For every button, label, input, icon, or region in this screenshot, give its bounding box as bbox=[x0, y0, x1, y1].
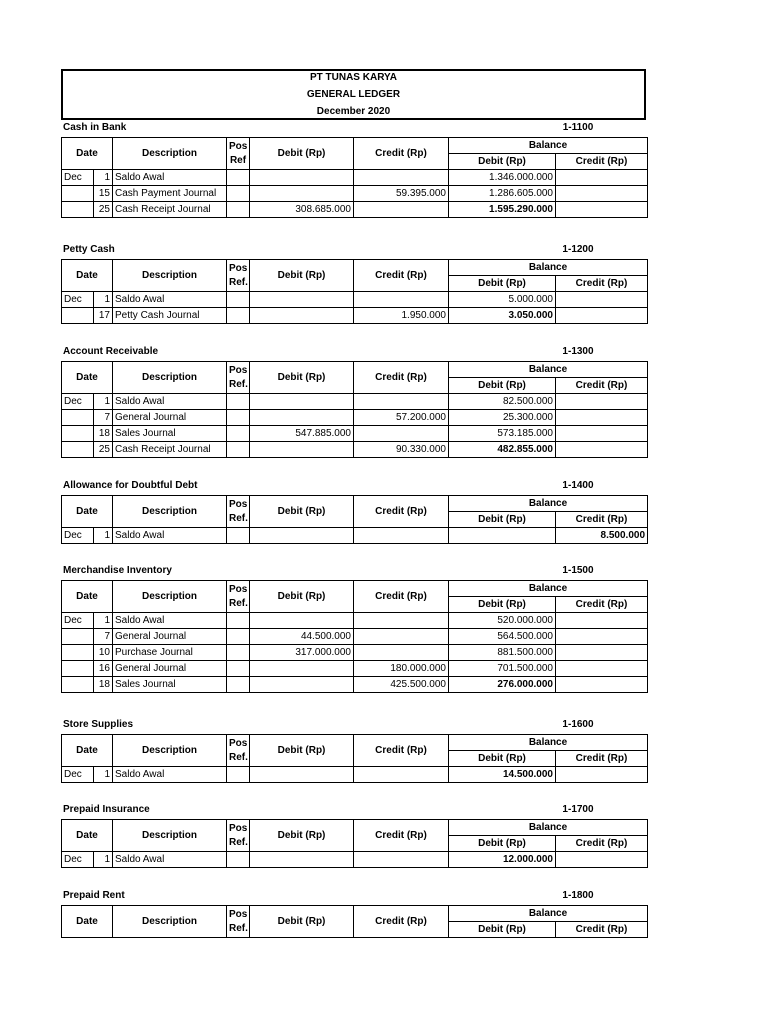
entry-month: Dec bbox=[62, 613, 94, 629]
balance-debit-header: Debit (Rp) bbox=[449, 922, 556, 938]
balance-credit bbox=[556, 442, 648, 458]
entry-day: 7 bbox=[94, 410, 113, 426]
balance-debit: 25.300.000 bbox=[449, 410, 556, 426]
entry-month: Dec bbox=[62, 528, 94, 544]
entry-day: 1 bbox=[94, 852, 113, 868]
entry-description: Saldo Awal bbox=[113, 170, 227, 186]
description-header: Description bbox=[113, 138, 227, 170]
ledger-table bbox=[61, 259, 648, 324]
pos-ref-line2: Ref. bbox=[229, 597, 248, 609]
entry-pos-ref bbox=[227, 308, 250, 324]
entry-credit bbox=[354, 613, 449, 629]
balance-credit bbox=[556, 292, 648, 308]
account-name: Store Supplies bbox=[63, 719, 134, 730]
entry-credit bbox=[354, 852, 449, 868]
pos-ref-line2: Ref. bbox=[229, 276, 248, 288]
entry-pos-ref bbox=[227, 677, 250, 693]
entry-description: Saldo Awal bbox=[113, 852, 227, 868]
entry-description: Cash Receipt Journal bbox=[113, 442, 227, 458]
entry-debit bbox=[250, 613, 354, 629]
date-header: Date bbox=[62, 906, 113, 938]
balance-credit-header: Credit (Rp) bbox=[556, 154, 648, 170]
ledger-row bbox=[62, 410, 648, 426]
account-name: Merchandise Inventory bbox=[63, 565, 172, 576]
ledger-row bbox=[62, 308, 648, 324]
credit-header: Credit (Rp) bbox=[354, 581, 449, 613]
balance-credit bbox=[556, 629, 648, 645]
debit-header: Debit (Rp) bbox=[250, 906, 354, 938]
description-header: Description bbox=[113, 496, 227, 528]
debit-header: Debit (Rp) bbox=[250, 496, 354, 528]
entry-description: Saldo Awal bbox=[113, 528, 227, 544]
entry-credit bbox=[354, 528, 449, 544]
balance-credit bbox=[556, 202, 648, 218]
pos-ref-line2: Ref. bbox=[229, 512, 248, 524]
balance-debit-header: Debit (Rp) bbox=[449, 154, 556, 170]
ledger-row bbox=[62, 426, 648, 442]
balance-credit-header: Credit (Rp) bbox=[556, 512, 648, 528]
header-row bbox=[62, 496, 648, 512]
entry-month: Dec bbox=[62, 292, 94, 308]
entry-credit bbox=[354, 629, 449, 645]
balance-debit: 1.595.290.000 bbox=[449, 202, 556, 218]
entry-day: 18 bbox=[94, 426, 113, 442]
entry-month bbox=[62, 410, 94, 426]
balance-credit bbox=[556, 645, 648, 661]
balance-debit: 3.050.000 bbox=[449, 308, 556, 324]
account-name: Petty Cash bbox=[63, 244, 115, 255]
balance-debit-header: Debit (Rp) bbox=[449, 836, 556, 852]
entry-description: Cash Payment Journal bbox=[113, 186, 227, 202]
balance-header: Balance bbox=[449, 581, 648, 597]
entry-debit: 547.885.000 bbox=[250, 426, 354, 442]
pos-ref-header bbox=[227, 496, 250, 528]
account-name: Prepaid Rent bbox=[63, 890, 125, 901]
description-header: Description bbox=[113, 820, 227, 852]
entry-pos-ref bbox=[227, 426, 250, 442]
entry-day: 7 bbox=[94, 629, 113, 645]
balance-credit bbox=[556, 613, 648, 629]
entry-credit: 59.395.000 bbox=[354, 186, 449, 202]
pos-ref-line2: Ref. bbox=[229, 378, 248, 390]
ledger-table bbox=[61, 361, 648, 458]
entry-credit: 90.330.000 bbox=[354, 442, 449, 458]
entry-credit: 180.000.000 bbox=[354, 661, 449, 677]
entry-credit bbox=[354, 426, 449, 442]
ledger-table bbox=[61, 819, 648, 868]
balance-header: Balance bbox=[449, 496, 648, 512]
date-header: Date bbox=[62, 362, 113, 394]
entry-description: Sales Journal bbox=[113, 677, 227, 693]
entry-description: Saldo Awal bbox=[113, 394, 227, 410]
description-header: Description bbox=[113, 581, 227, 613]
credit-header: Credit (Rp) bbox=[354, 260, 449, 292]
entry-credit bbox=[354, 292, 449, 308]
balance-header: Balance bbox=[449, 906, 648, 922]
balance-credit bbox=[556, 661, 648, 677]
entry-day: 1 bbox=[94, 292, 113, 308]
entry-credit: 1.950.000 bbox=[354, 308, 449, 324]
balance-credit-header: Credit (Rp) bbox=[556, 378, 648, 394]
header-row bbox=[62, 906, 648, 922]
debit-header: Debit (Rp) bbox=[250, 260, 354, 292]
balance-debit-header: Debit (Rp) bbox=[449, 276, 556, 292]
entry-debit: 44.500.000 bbox=[250, 629, 354, 645]
ledger-row bbox=[62, 677, 648, 693]
pos-ref-line1: Pos bbox=[229, 737, 248, 749]
description-header: Description bbox=[113, 362, 227, 394]
entry-month bbox=[62, 186, 94, 202]
company-name: PT TUNAS KARYA bbox=[309, 72, 398, 83]
credit-header: Credit (Rp) bbox=[354, 138, 449, 170]
ledger-table bbox=[61, 905, 648, 938]
pos-ref-header bbox=[227, 260, 250, 292]
debit-header: Debit (Rp) bbox=[250, 820, 354, 852]
debit-header: Debit (Rp) bbox=[250, 362, 354, 394]
pos-ref-line2: Ref. bbox=[229, 836, 248, 848]
balance-debit: 881.500.000 bbox=[449, 645, 556, 661]
pos-ref-line1: Pos bbox=[229, 498, 248, 510]
balance-debit: 1.286.605.000 bbox=[449, 186, 556, 202]
account-number: 1-1300 bbox=[562, 346, 594, 357]
credit-header: Credit (Rp) bbox=[354, 496, 449, 528]
pos-ref-header bbox=[227, 906, 250, 938]
ledger-table bbox=[61, 495, 648, 544]
entry-debit bbox=[250, 394, 354, 410]
entry-description: Saldo Awal bbox=[113, 292, 227, 308]
entry-day: 1 bbox=[94, 170, 113, 186]
credit-header: Credit (Rp) bbox=[354, 735, 449, 767]
pos-ref-header bbox=[227, 581, 250, 613]
entry-day: 1 bbox=[94, 767, 113, 783]
entry-pos-ref bbox=[227, 292, 250, 308]
account-number: 1-1500 bbox=[562, 565, 594, 576]
entry-day: 25 bbox=[94, 442, 113, 458]
account-number: 1-1100 bbox=[562, 122, 594, 133]
description-header: Description bbox=[113, 260, 227, 292]
entry-month bbox=[62, 426, 94, 442]
entry-credit bbox=[354, 170, 449, 186]
account-number: 1-1700 bbox=[562, 804, 594, 815]
pos-ref-line1: Pos bbox=[229, 364, 248, 376]
balance-debit: 5.000.000 bbox=[449, 292, 556, 308]
balance-credit bbox=[556, 426, 648, 442]
balance-header: Balance bbox=[449, 735, 648, 751]
report-title: GENERAL LEDGER bbox=[306, 89, 401, 100]
entry-description: Saldo Awal bbox=[113, 767, 227, 783]
balance-header: Balance bbox=[449, 820, 648, 836]
entry-month: Dec bbox=[62, 170, 94, 186]
pos-ref-line1: Pos bbox=[229, 140, 248, 152]
pos-ref-line1: Pos bbox=[229, 583, 248, 595]
entry-day: 1 bbox=[94, 394, 113, 410]
ledger-row bbox=[62, 170, 648, 186]
entry-day: 1 bbox=[94, 528, 113, 544]
balance-debit: 12.000.000 bbox=[449, 852, 556, 868]
balance-debit: 1.346.000.000 bbox=[449, 170, 556, 186]
balance-credit bbox=[556, 677, 648, 693]
ledger-row bbox=[62, 645, 648, 661]
entry-day: 18 bbox=[94, 677, 113, 693]
entry-debit bbox=[250, 308, 354, 324]
date-header: Date bbox=[62, 138, 113, 170]
balance-credit bbox=[556, 767, 648, 783]
entry-credit bbox=[354, 202, 449, 218]
balance-credit bbox=[556, 170, 648, 186]
balance-credit bbox=[556, 186, 648, 202]
entry-debit bbox=[250, 661, 354, 677]
account-name: Cash in Bank bbox=[63, 122, 127, 133]
entry-pos-ref bbox=[227, 767, 250, 783]
pos-ref-line1: Pos bbox=[229, 822, 248, 834]
credit-header: Credit (Rp) bbox=[354, 906, 449, 938]
ledger-row bbox=[62, 292, 648, 308]
entry-pos-ref bbox=[227, 186, 250, 202]
debit-header: Debit (Rp) bbox=[250, 138, 354, 170]
ledger-row bbox=[62, 613, 648, 629]
entry-month bbox=[62, 677, 94, 693]
entry-description: General Journal bbox=[113, 410, 227, 426]
balance-debit: 520.000.000 bbox=[449, 613, 556, 629]
description-header: Description bbox=[113, 906, 227, 938]
ledger-row bbox=[62, 852, 648, 868]
entry-day: 1 bbox=[94, 613, 113, 629]
ledger-row bbox=[62, 661, 648, 677]
balance-debit: 701.500.000 bbox=[449, 661, 556, 677]
entry-pos-ref bbox=[227, 645, 250, 661]
balance-credit-header: Credit (Rp) bbox=[556, 751, 648, 767]
header-row bbox=[62, 581, 648, 597]
balance-header: Balance bbox=[449, 362, 648, 378]
ledger-row bbox=[62, 186, 648, 202]
description-header: Description bbox=[113, 735, 227, 767]
entry-month bbox=[62, 629, 94, 645]
entry-month bbox=[62, 442, 94, 458]
pos-ref-header bbox=[227, 138, 250, 170]
balance-credit bbox=[556, 410, 648, 426]
ledger-table bbox=[61, 580, 648, 693]
ledger-row bbox=[62, 528, 648, 544]
header-row bbox=[62, 735, 648, 751]
pos-ref-header bbox=[227, 362, 250, 394]
entry-day: 15 bbox=[94, 186, 113, 202]
balance-debit: 82.500.000 bbox=[449, 394, 556, 410]
credit-header: Credit (Rp) bbox=[354, 820, 449, 852]
account-number: 1-1400 bbox=[562, 480, 594, 491]
entry-debit bbox=[250, 292, 354, 308]
entry-debit: 308.685.000 bbox=[250, 202, 354, 218]
entry-description: General Journal bbox=[113, 629, 227, 645]
ledger-table bbox=[61, 137, 648, 218]
entry-pos-ref bbox=[227, 442, 250, 458]
balance-debit: 564.500.000 bbox=[449, 629, 556, 645]
balance-debit-header: Debit (Rp) bbox=[449, 512, 556, 528]
entry-month bbox=[62, 308, 94, 324]
entry-description: General Journal bbox=[113, 661, 227, 677]
balance-credit-header: Credit (Rp) bbox=[556, 597, 648, 613]
balance-debit bbox=[449, 528, 556, 544]
balance-credit bbox=[556, 852, 648, 868]
entry-day: 10 bbox=[94, 645, 113, 661]
account-name: Account Receivable bbox=[63, 346, 159, 357]
entry-debit bbox=[250, 677, 354, 693]
ledger-row bbox=[62, 442, 648, 458]
ledger-table bbox=[61, 734, 648, 783]
balance-debit-header: Debit (Rp) bbox=[449, 378, 556, 394]
entry-day: 16 bbox=[94, 661, 113, 677]
entry-description: Saldo Awal bbox=[113, 613, 227, 629]
balance-credit-header: Credit (Rp) bbox=[556, 922, 648, 938]
entry-pos-ref bbox=[227, 410, 250, 426]
entry-debit bbox=[250, 852, 354, 868]
balance-credit bbox=[556, 394, 648, 410]
entry-pos-ref bbox=[227, 661, 250, 677]
date-header: Date bbox=[62, 260, 113, 292]
entry-day: 25 bbox=[94, 202, 113, 218]
entry-pos-ref bbox=[227, 852, 250, 868]
entry-pos-ref bbox=[227, 202, 250, 218]
pos-ref-header bbox=[227, 820, 250, 852]
ledger-row bbox=[62, 394, 648, 410]
entry-month bbox=[62, 661, 94, 677]
account-number: 1-1800 bbox=[562, 890, 594, 901]
entry-debit bbox=[250, 442, 354, 458]
entry-month: Dec bbox=[62, 394, 94, 410]
debit-header: Debit (Rp) bbox=[250, 581, 354, 613]
date-header: Date bbox=[62, 820, 113, 852]
entry-credit: 57.200.000 bbox=[354, 410, 449, 426]
entry-pos-ref bbox=[227, 613, 250, 629]
entry-month: Dec bbox=[62, 767, 94, 783]
header-row bbox=[62, 362, 648, 378]
entry-description: Petty Cash Journal bbox=[113, 308, 227, 324]
balance-debit: 276.000.000 bbox=[449, 677, 556, 693]
entry-debit bbox=[250, 410, 354, 426]
balance-debit-header: Debit (Rp) bbox=[449, 597, 556, 613]
entry-debit bbox=[250, 767, 354, 783]
entry-month bbox=[62, 645, 94, 661]
pos-ref-header bbox=[227, 735, 250, 767]
entry-debit bbox=[250, 528, 354, 544]
date-header: Date bbox=[62, 581, 113, 613]
entry-pos-ref bbox=[227, 170, 250, 186]
account-number: 1-1600 bbox=[562, 719, 594, 730]
entry-credit bbox=[354, 394, 449, 410]
entry-pos-ref bbox=[227, 394, 250, 410]
pos-ref-line2: Ref. bbox=[229, 922, 248, 934]
entry-credit bbox=[354, 645, 449, 661]
balance-debit: 14.500.000 bbox=[449, 767, 556, 783]
ledger-row bbox=[62, 629, 648, 645]
entry-day: 17 bbox=[94, 308, 113, 324]
balance-credit: 8.500.000 bbox=[556, 528, 648, 544]
credit-header: Credit (Rp) bbox=[354, 362, 449, 394]
debit-header: Debit (Rp) bbox=[250, 735, 354, 767]
header-row bbox=[62, 260, 648, 276]
balance-debit: 573.185.000 bbox=[449, 426, 556, 442]
entry-credit: 425.500.000 bbox=[354, 677, 449, 693]
date-header: Date bbox=[62, 496, 113, 528]
entry-pos-ref bbox=[227, 629, 250, 645]
account-number: 1-1200 bbox=[562, 244, 594, 255]
ledger-row bbox=[62, 767, 648, 783]
entry-description: Cash Receipt Journal bbox=[113, 202, 227, 218]
entry-debit bbox=[250, 186, 354, 202]
balance-debit: 482.855.000 bbox=[449, 442, 556, 458]
balance-credit bbox=[556, 308, 648, 324]
account-name: Allowance for Doubtful Debt bbox=[63, 480, 198, 491]
balance-credit-header: Credit (Rp) bbox=[556, 836, 648, 852]
pos-ref-line2: Ref bbox=[229, 154, 247, 166]
balance-header: Balance bbox=[449, 138, 648, 154]
entry-month: Dec bbox=[62, 852, 94, 868]
report-period: December 2020 bbox=[316, 106, 391, 117]
entry-debit: 317.000.000 bbox=[250, 645, 354, 661]
balance-header: Balance bbox=[449, 260, 648, 276]
pos-ref-line1: Pos bbox=[229, 908, 248, 920]
entry-month bbox=[62, 202, 94, 218]
entry-description: Sales Journal bbox=[113, 426, 227, 442]
header-row bbox=[62, 138, 648, 154]
entry-pos-ref bbox=[227, 528, 250, 544]
pos-ref-line2: Ref. bbox=[229, 751, 248, 763]
date-header: Date bbox=[62, 735, 113, 767]
ledger-title-box bbox=[61, 69, 646, 120]
entry-debit bbox=[250, 170, 354, 186]
header-row bbox=[62, 820, 648, 836]
entry-credit bbox=[354, 767, 449, 783]
balance-credit-header: Credit (Rp) bbox=[556, 276, 648, 292]
pos-ref-line1: Pos bbox=[229, 262, 248, 274]
balance-debit-header: Debit (Rp) bbox=[449, 751, 556, 767]
account-name: Prepaid Insurance bbox=[63, 804, 150, 815]
entry-description: Purchase Journal bbox=[113, 645, 227, 661]
ledger-row bbox=[62, 202, 648, 218]
